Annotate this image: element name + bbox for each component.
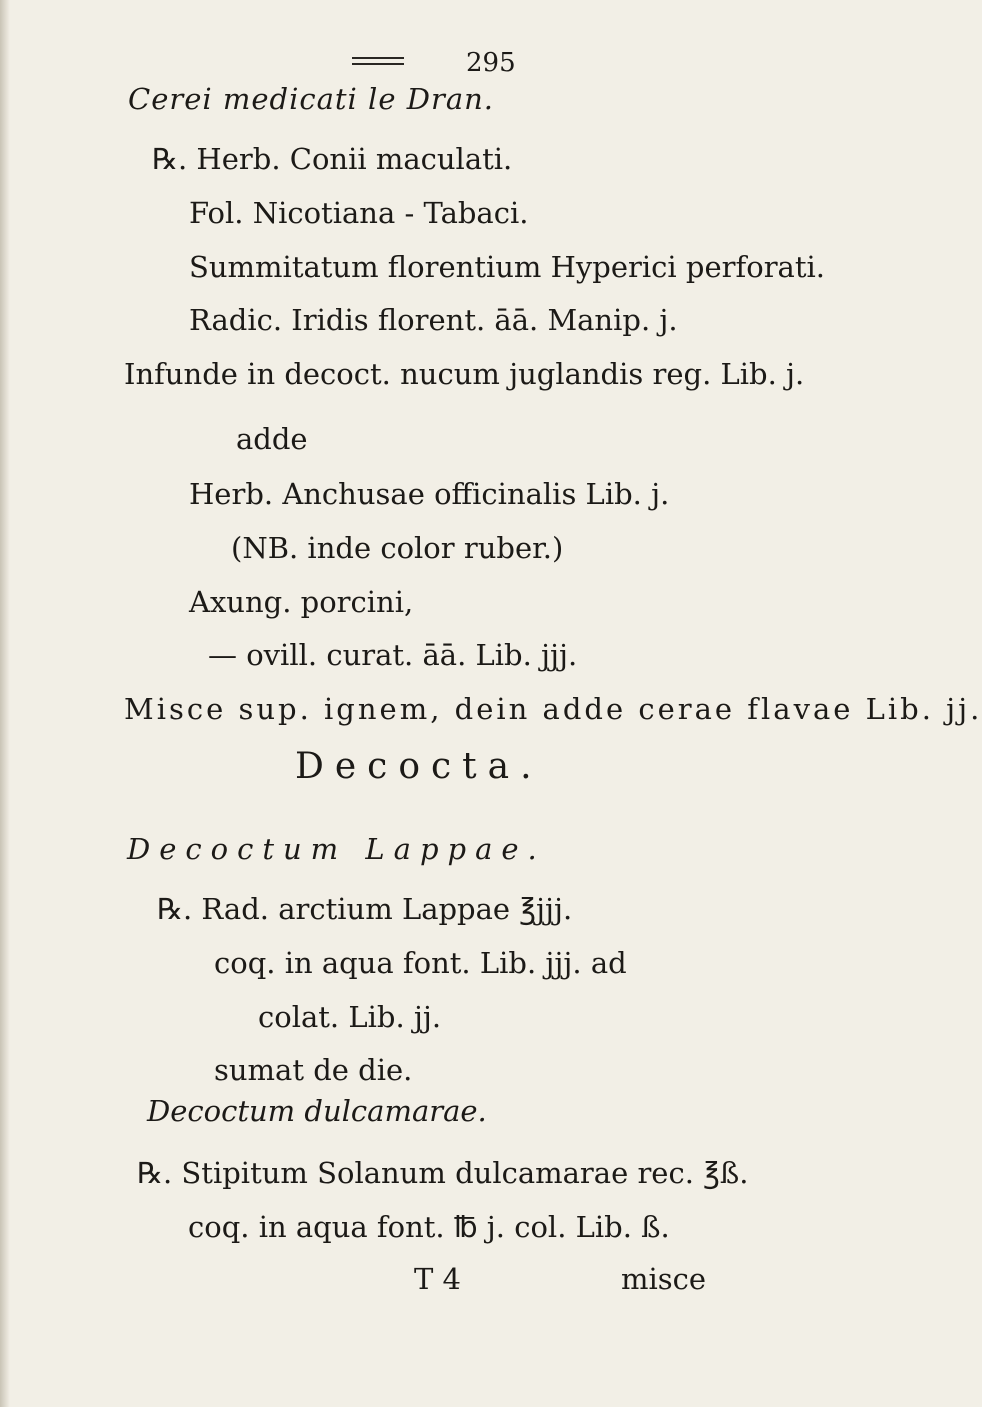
catchword: misce [621, 1262, 707, 1296]
recipe-line: — ovill. curat. āā. Lib. jjj. [208, 638, 578, 672]
recipe-line: coq. in aqua font. Lib. jjj. ad [214, 946, 627, 980]
recipe-line: (NB. inde color ruber.) [231, 531, 564, 565]
recipe-line: Radic. Iridis florent. āā. Manip. j. [189, 303, 678, 337]
section-heading-decocta: Decocta. [295, 746, 543, 787]
recipe-line: Herb. Anchusae officinalis Lib. j. [189, 477, 670, 511]
page-number: 295 [466, 48, 516, 78]
page-edge-shadow [0, 0, 10, 1407]
recipe-line: ℞. Herb. Conii maculati. [152, 142, 513, 176]
recipe-line: colat. Lib. jj. [258, 1000, 442, 1034]
recipe-line: ℞. Stipitum Solanum dulcamarae rec. ℥ß. [137, 1156, 749, 1190]
recipe-line: Fol. Nicotiana - Tabaci. [189, 196, 529, 230]
recipe-line: ℞. Rad. arctium Lappae ℥jjj. [157, 892, 573, 926]
recipe-title-lappae: Decoctum Lappae. [127, 832, 546, 866]
recipe-line: Infunde in decoct. nucum juglandis reg. Lib. j. [124, 357, 805, 391]
recipe-line: Misce sup. ignem, dein adde cerae flavae Lib. jj. [124, 692, 982, 726]
recipe-line: sumat de die. [214, 1053, 413, 1087]
recipe-title-dulcamarae: Decoctum dulcamarae. [147, 1094, 487, 1128]
recipe-title-cerei: Cerei medicati le Dran. [128, 82, 495, 116]
recipe-line: Axung. porcini, [189, 585, 414, 619]
recipe-line: adde [236, 422, 308, 456]
recipe-line: coq. in aqua font. ℔ j. col. Lib. ß. [188, 1210, 670, 1244]
recipe-line: Summitatum florentium Hyperici perforati. [189, 250, 825, 284]
header-ornament-rule [352, 57, 404, 65]
signature-mark: T 4 [414, 1262, 462, 1296]
